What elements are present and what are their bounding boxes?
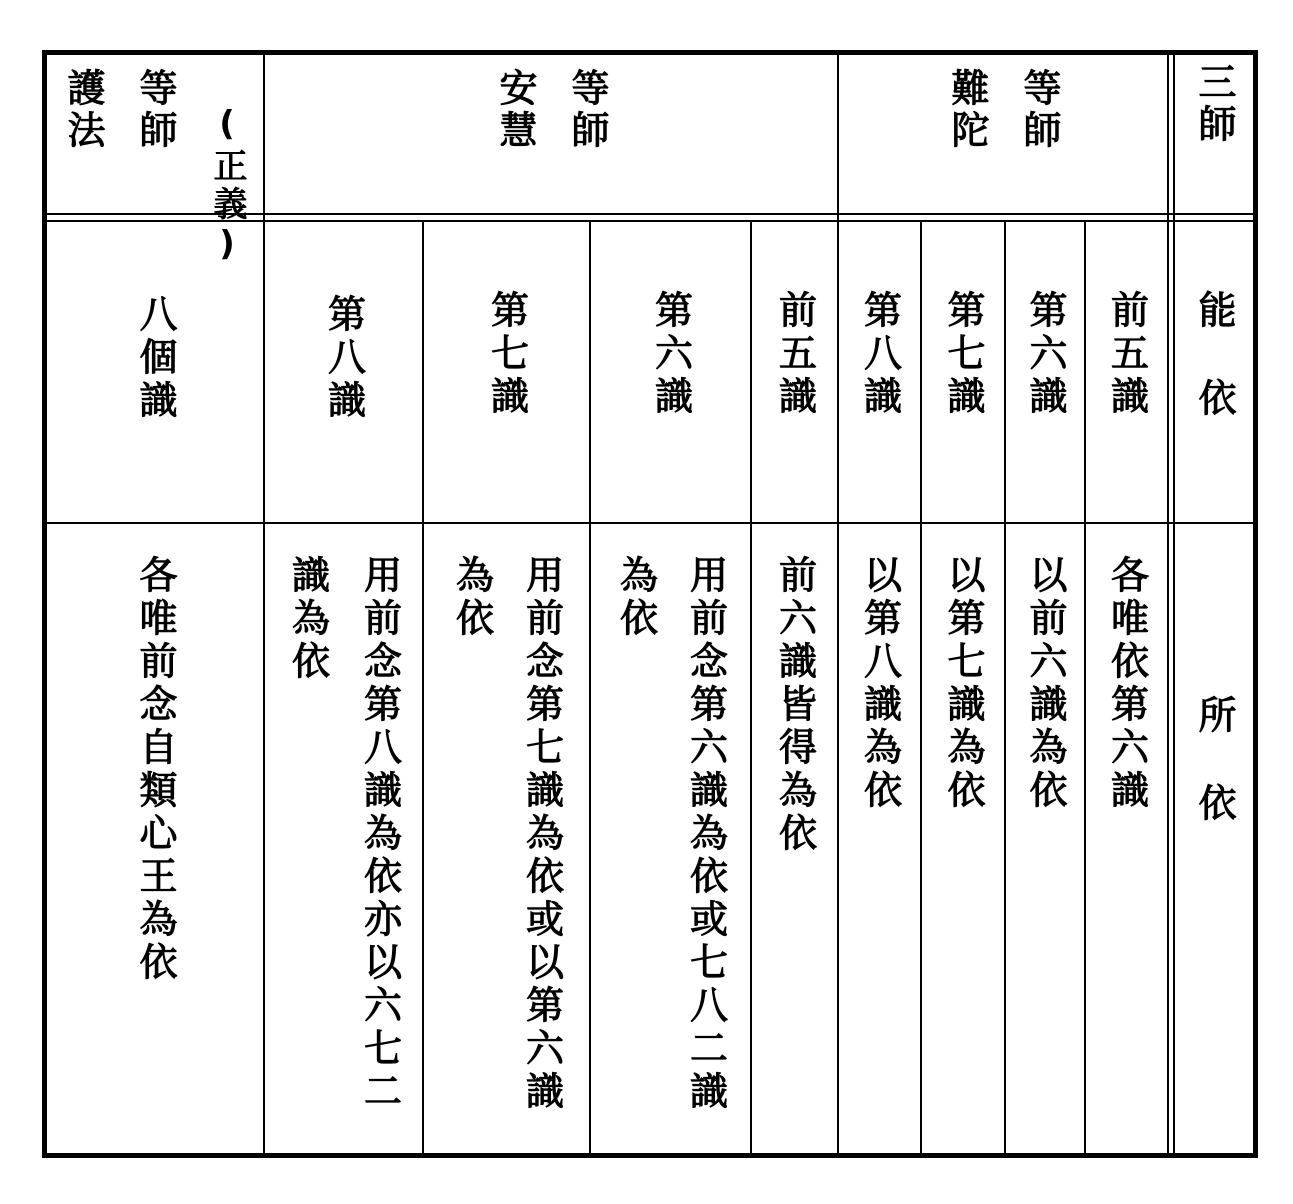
anhui-nengyi-0: [752, 290, 837, 520]
cell-text: 八個識: [133, 294, 177, 423]
table-border-top: [42, 50, 1258, 55]
cell-text: 第七識: [941, 290, 985, 419]
cell-text: 第八識: [857, 290, 902, 419]
cell-text: 前五識: [1104, 290, 1149, 419]
cell-text: 用前念第八識為依亦以六七二識為依: [285, 555, 402, 1114]
cell-text: 以第七識為依: [941, 555, 985, 813]
cell-text: 前六識皆得為依: [772, 555, 817, 856]
header-nanda-line1: 難陀: [945, 68, 989, 152]
label-divider-b: [1173, 55, 1175, 1153]
header-sanshi: [1175, 62, 1253, 212]
header-hufa-line2: 等師: [133, 68, 177, 152]
nanda-suoyi-0: [1086, 555, 1167, 1145]
cell-text: 前五識: [772, 290, 817, 419]
cell-text: 第七識: [484, 290, 529, 419]
header-sanshi-text: 三師: [1192, 62, 1236, 146]
header-anhui: [265, 68, 837, 212]
cell-text: 以第八識為依: [857, 555, 902, 813]
header-nanda-line2: 等師: [1017, 68, 1061, 152]
header-hufa-note: (正義): [207, 104, 247, 268]
cell-text: 第六識: [1023, 290, 1067, 419]
header-anhui-line1: 安慧: [493, 68, 537, 152]
header-anhui-line2: 等師: [565, 68, 609, 152]
row-divider: [47, 522, 1253, 524]
row-label-suoyi-text: 所依: [1192, 695, 1236, 871]
row-label-suoyi: [1175, 695, 1253, 895]
hufa-suoyi: [47, 555, 263, 1145]
header-hufa-line1: 護法: [61, 68, 105, 152]
nanda-suoyi-3: [839, 555, 920, 1145]
nanda-nengyi-3: [839, 290, 920, 520]
nanda-nengyi-1: [1006, 290, 1084, 520]
label-divider-a: [1167, 55, 1169, 1153]
cell-text: 用前念第六識為依或七八二識為依: [613, 555, 728, 1114]
cell-text: 第六識: [648, 290, 693, 419]
cell-text: 用前念第七識為依或以第六識為依: [449, 555, 564, 1114]
cell-text: 第八識: [321, 294, 366, 423]
anhui-nengyi-1: [591, 290, 750, 520]
header-hufa: [47, 68, 263, 268]
anhui-nengyi-3: [265, 294, 422, 520]
nanda-nengyi-2: [922, 290, 1004, 520]
table-border-bottom: [42, 1153, 1258, 1158]
anhui-suoyi-2: [424, 555, 589, 1145]
nanda-nengyi-0: [1086, 290, 1167, 520]
cell-text: 以前六識為依: [1023, 555, 1067, 813]
row-label-nengyi-text: 能依: [1192, 290, 1236, 466]
table-border-right: [1253, 50, 1258, 1158]
header-nanda: [839, 68, 1167, 212]
row-label-nengyi: [1175, 290, 1253, 510]
hufa-nengyi: [47, 294, 263, 520]
anhui-suoyi-0: [752, 555, 837, 1145]
anhui-nengyi-2: [424, 290, 589, 520]
cell-text: 各唯前念自類心王為依: [133, 555, 177, 985]
nanda-suoyi-1: [1006, 555, 1084, 1145]
anhui-suoyi-1: [591, 555, 750, 1145]
anhui-suoyi-3: [265, 555, 422, 1145]
nanda-suoyi-2: [922, 555, 1004, 1145]
cell-text: 各唯依第六識: [1104, 555, 1149, 813]
